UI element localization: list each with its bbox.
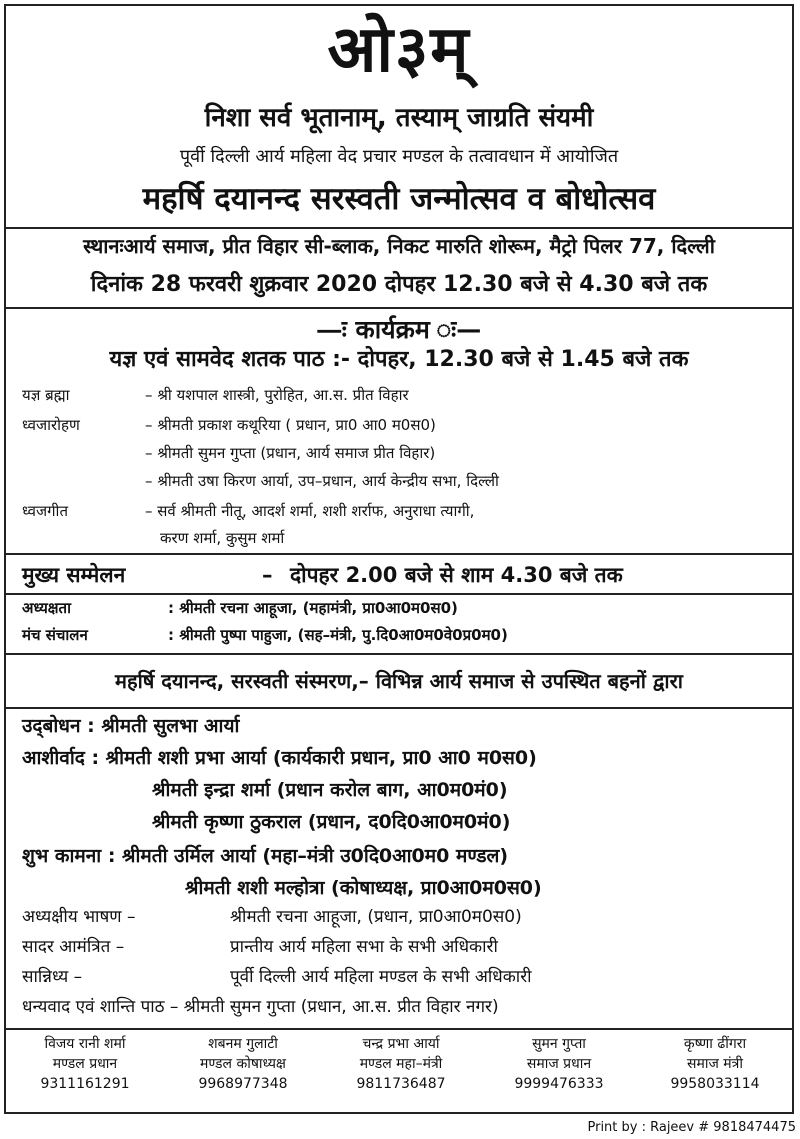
main-session-dash: – bbox=[262, 563, 273, 587]
session-role-label: अध्यक्षता bbox=[22, 599, 71, 617]
contact-phone: 9999476333 bbox=[514, 1076, 604, 1092]
session-role-text: : श्रीमती पुष्पा पाहुजा, (सह–मंत्री, पु.दि0आ0म0वे0प्र0म0) bbox=[168, 626, 508, 644]
divider bbox=[4, 1028, 794, 1030]
speaker-line: शुभ कामना : श्रीमती उर्मिल आर्या (महा–मंत्री उ0दि0आ0म0 मण्डल) bbox=[22, 845, 509, 867]
contact-name: शबनम गुलाटी bbox=[208, 1036, 278, 1052]
memoir-line: महर्षि दयानन्द, सरस्वती संस्मरण,– विभिन्न आर्य समाज से उपस्थित बहनों द्वारा bbox=[115, 669, 683, 693]
contact-name: विजय रानी शर्मा bbox=[44, 1036, 126, 1052]
program-heading: —ः कार्यक्रम ः— bbox=[316, 315, 482, 344]
speaker-line: उद्‌बोधन : श्रीमती सुलभा आर्या bbox=[22, 715, 240, 737]
contact-role: समाज मंत्री bbox=[686, 1056, 744, 1072]
footer-contact bbox=[636, 1034, 794, 1094]
date-time-line: दिनांक 28 फरवरी शुक्रवार 2020 दोपहर 12.30 बजे से 4.30 बजे तक bbox=[90, 272, 708, 297]
shloka-line: निशा सर्व भूतानाम्, तस्याम् जाग्रति संयमी bbox=[204, 103, 594, 133]
session-role-label: मंच संचालन bbox=[22, 626, 88, 644]
footer-contact bbox=[164, 1034, 322, 1094]
speaker-role-text: पूर्वी दिल्ली आर्य महिला मण्डल के सभी अधिकारी bbox=[230, 967, 532, 987]
contact-role: मण्डल कोषाध्यक्ष bbox=[200, 1056, 286, 1072]
role-text: – श्री यशपाल शास्त्री, पुरोहित, आ.स. प्रीत विहार bbox=[145, 386, 409, 404]
contact-phone: 9311161291 bbox=[40, 1076, 130, 1092]
contact-phone: 9968977348 bbox=[198, 1076, 288, 1092]
role-label: यज्ञ ब्रह्मा bbox=[22, 386, 70, 404]
yagna-line: यज्ञ एवं सामवेद शतक पाठ :- दोपहर, 12.30 बजे से 1.45 बजे तक bbox=[109, 347, 689, 372]
speaker-line: श्रीमती शशी मल्होत्रा (कोषाध्यक्ष, प्रा0आ0म0स0) bbox=[185, 877, 542, 899]
speaker-role-label: अध्यक्षीय भाषण – bbox=[22, 907, 136, 927]
footer-contact bbox=[322, 1034, 480, 1094]
role-text: – सर्व श्रीमती नीतू, आदर्श शर्मा, शशी शर्राफ, अनुराधा त्यागी, bbox=[145, 502, 475, 520]
session-role-text: : श्रीमती रचना आहूजा, (महामंत्री, प्रा0आ0म0स0) bbox=[168, 599, 458, 617]
contact-name: सुमन गुप्ता bbox=[532, 1036, 586, 1052]
footer-contact bbox=[6, 1034, 164, 1094]
speaker-line: आशीर्वाद : श्रीमती शशी प्रभा आर्या (कार्यकारी प्रधान, प्रा0 आ0 म0स0) bbox=[22, 747, 537, 769]
role-text: करण शर्मा, कुसुम शर्मा bbox=[160, 529, 285, 547]
divider bbox=[4, 707, 794, 709]
role-text: – श्रीमती प्रकाश कथूरिया ( प्रधान, प्रा0 आ0 म0स0) bbox=[145, 416, 436, 434]
contact-phone: 9811736487 bbox=[356, 1076, 446, 1092]
role-text: – श्रीमती उषा किरण आर्या, उप–प्रधान, आर्य केन्द्रीय सभा, दिल्ली bbox=[145, 472, 499, 490]
venue-line: स्थानःआर्य समाज, प्रीत विहार सी-ब्लाक, निकट मारुति शोरूम, मैट्रो पिलर 77, दिल्ली bbox=[83, 234, 715, 258]
speaker-role-text: श्रीमती रचना आहूजा, (प्रधान, प्रा0आ0म0स0) bbox=[230, 907, 522, 927]
contact-role: मण्डल प्रधान bbox=[52, 1056, 118, 1072]
divider bbox=[4, 227, 794, 229]
contact-role: समाज प्रधान bbox=[526, 1056, 592, 1072]
speaker-role-text: प्रान्तीय आर्य महिला सभा के सभी अधिकारी bbox=[230, 937, 498, 957]
role-label: ध्वजगीत bbox=[22, 502, 68, 520]
divider bbox=[4, 593, 794, 595]
footer-contact bbox=[480, 1034, 638, 1094]
speaker-role-label: धन्यवाद एवं शान्ति पाठ – श्रीमती सुमन गुप्ता (प्रधान, आ.स. प्रीत विहार नगर) bbox=[22, 997, 499, 1017]
contact-name: चन्द्र प्रभा आर्या bbox=[362, 1036, 440, 1052]
om-title: ओ३म् bbox=[327, 12, 471, 87]
speaker-role-label: सान्निध्य – bbox=[22, 967, 83, 987]
role-text: – श्रीमती सुमन गुप्ता (प्रधान, आर्य समाज प्रीत विहार) bbox=[145, 444, 436, 462]
speaker-role-label: सादर आमंत्रित – bbox=[22, 937, 125, 957]
main-session-title: मुख्य सम्मेलन bbox=[22, 563, 126, 587]
main-session-time: दोपहर 2.00 बजे से शाम 4.30 बजे तक bbox=[290, 563, 623, 587]
print-credit: Print by : Rajeev # 9818474475 bbox=[587, 1120, 796, 1135]
contact-role: मण्डल महा–मंत्री bbox=[359, 1056, 443, 1072]
role-label: ध्वजारोहण bbox=[22, 416, 80, 434]
organizer-line: पूर्वी दिल्ली आर्य महिला वेद प्रचार मण्डल के तत्वावधान में आयोजित bbox=[179, 146, 619, 167]
contact-phone: 9958033114 bbox=[670, 1076, 760, 1092]
divider bbox=[4, 307, 794, 309]
divider bbox=[4, 653, 794, 655]
divider bbox=[4, 553, 794, 555]
contact-name: कृष्णा ढींगरा bbox=[683, 1036, 747, 1052]
speaker-line: श्रीमती कृष्णा ठुकराल (प्रधान, द0दि0आ0म0मं0) bbox=[152, 811, 511, 833]
event-title: महर्षि दयानन्द सरस्वती जन्मोत्सव व बोधोत्सव bbox=[142, 181, 656, 217]
speaker-line: श्रीमती इन्द्रा शर्मा (प्रधान करोल बाग, आ0म0मं0) bbox=[152, 779, 508, 801]
